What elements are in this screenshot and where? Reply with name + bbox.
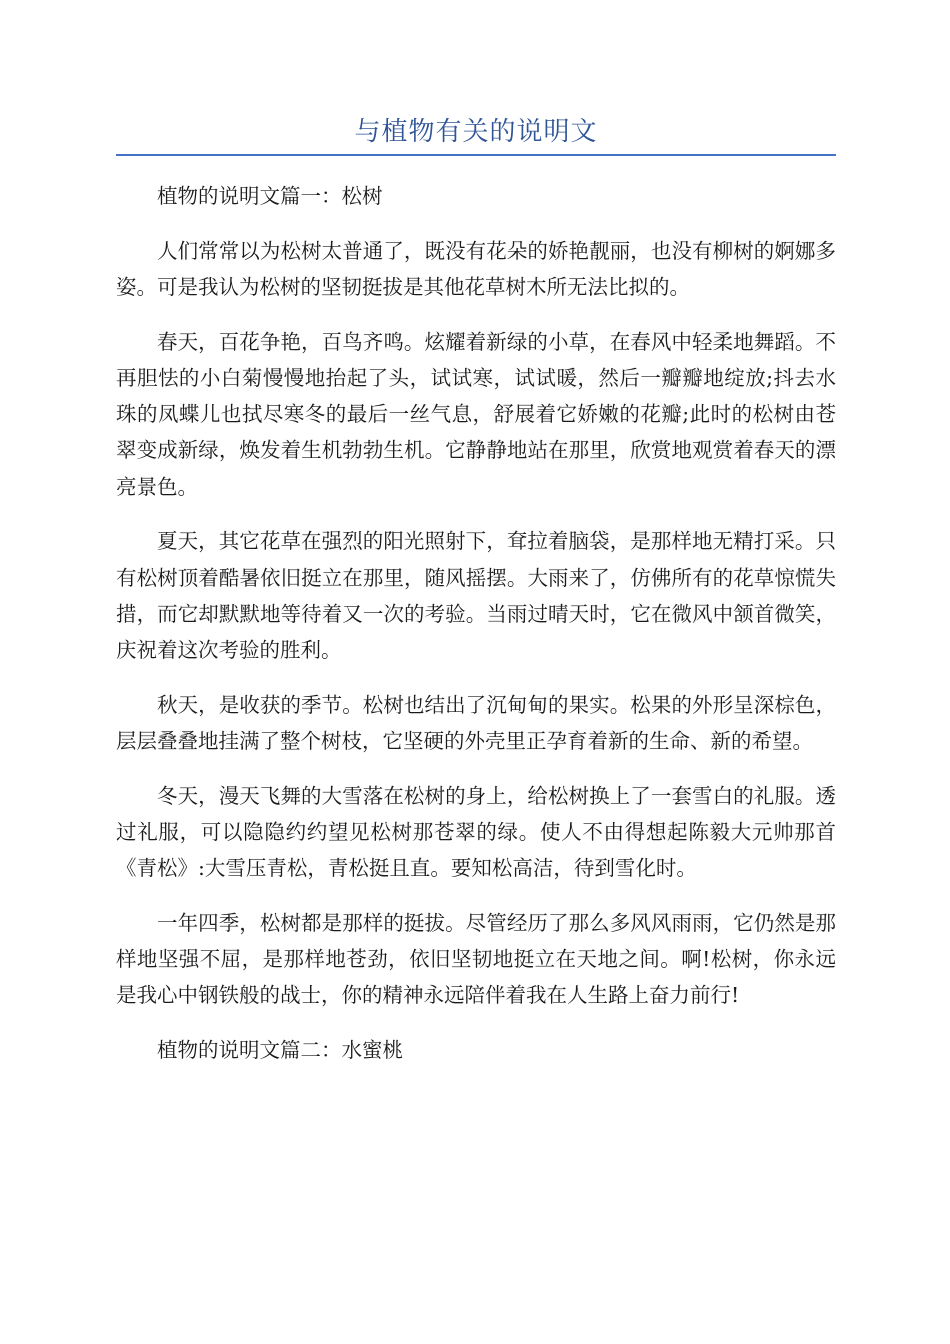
- document-body: [116, 178, 836, 1068]
- title-underline: [116, 154, 836, 156]
- section-heading-1: 植物的说明文篇一：松树: [157, 184, 383, 208]
- paragraph-autumn: 秋天，是收获的季节。松树也结出了沉甸甸的果实。松果的外形呈深棕色，层层叠叠地挂满了整个树枝，它坚硬的外壳里正孕育着新的生命、新的希望。: [116, 692, 836, 754]
- paragraph-1: 人们常常以为松树太普通了，既没有花朵的娇艳靓丽，也没有柳树的婀娜多姿。可是我认为松树的坚韧挺拔是其他花草树木所无法比拟的。: [116, 238, 836, 299]
- paragraph-winter: 冬天，漫天飞舞的大雪落在松树的身上，给松树换上了一套雪白的礼服。透过礼服，可以隐隐约约望见松树那苍翠的绿。使人不由得想起陈毅大元帅那首《青松》:大雪压青松，青松挺且直。要知松高洁，待到雪化时。: [116, 783, 836, 881]
- document-page: [116, 112, 836, 1087]
- paragraph-spring: 春天，百花争艳，百鸟齐鸣。炫耀着新绿的小草，在春风中轻柔地舞蹈。不再胆怯的小白菊慢慢地抬起了头，试试寒，试试暖，然后一瓣瓣地绽放;抖去水珠的凤蝶儿也拭尽寒冬的最后一丝气息，舒展着它娇嫩的花瓣;此时的松树由苍翠变成新绿，焕发着生机勃勃生机。它静静地站在那里，欣赏地观赏着春天的漂亮景色。: [116, 329, 836, 499]
- document-title: 与植物有关的说明文: [354, 117, 598, 147]
- paragraph-conclusion: 一年四季，松树都是那样的挺拔。尽管经历了那么多风风雨雨，它仍然是那样地坚强不屈，是那样地苍劲，依旧坚韧地挺立在天地之间。啊!松树，你永远是我心中钢铁般的战士，你的精神永远陪伴着我在人生路上奋力前行!: [116, 911, 836, 1008]
- section-heading-2: 植物的说明文篇二：水蜜桃: [157, 1038, 403, 1063]
- paragraph-summer: 夏天，其它花草在强烈的阳光照射下，耷拉着脑袋，是那样地无精打采。只有松树顶着酷暑依旧挺立在那里，随风摇摆。大雨来了，仿佛所有的花草惊慌失措，而它却默默地等待着又一次的考验。当雨过晴天时，它在微风中颔首微笑，庆祝着这次考验的胜利。: [116, 529, 836, 663]
